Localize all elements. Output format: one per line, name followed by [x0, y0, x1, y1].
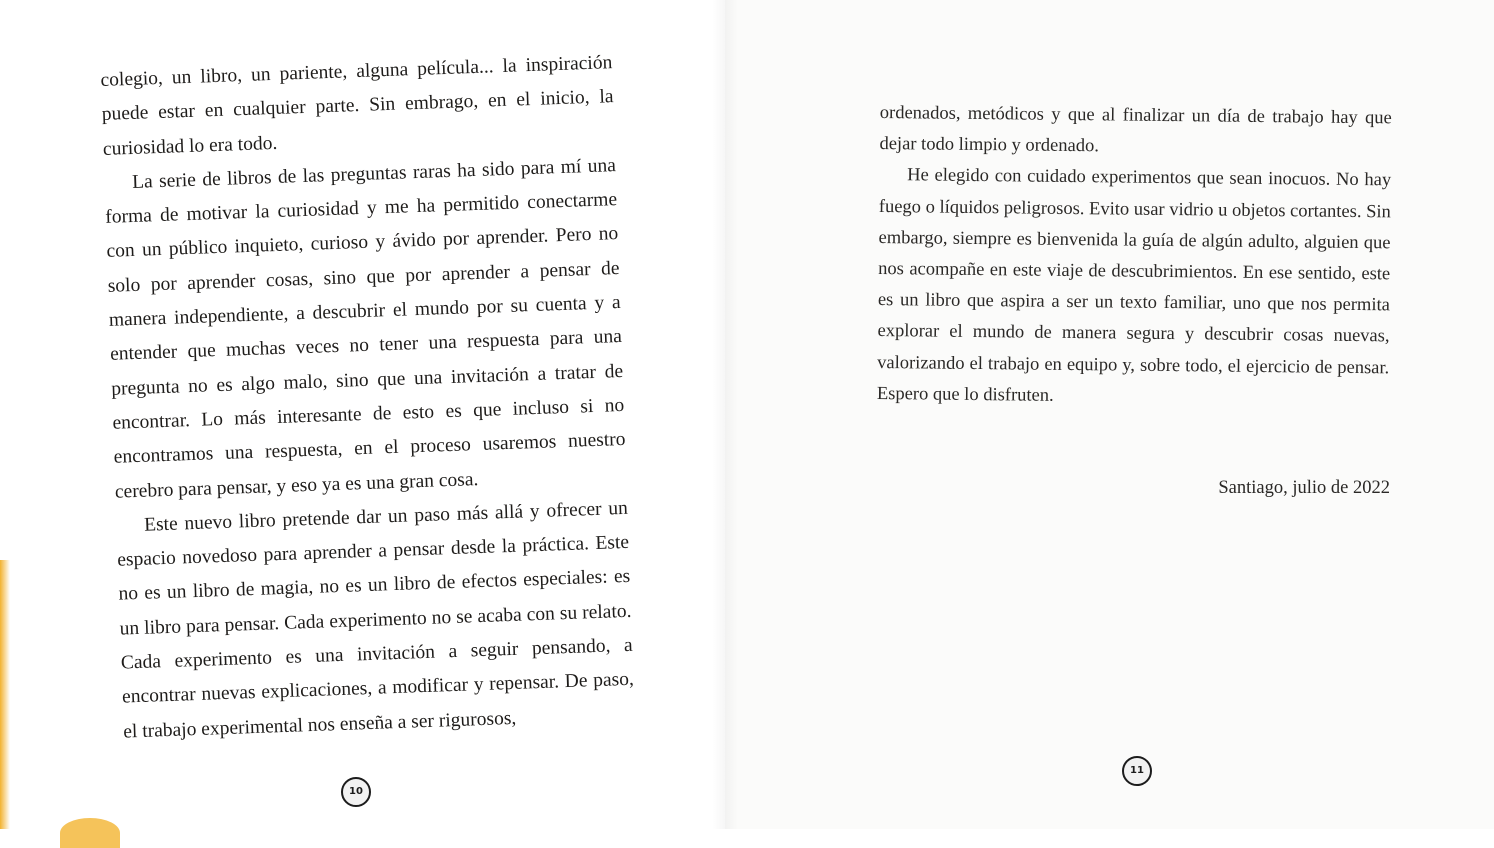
cover-corner-decoration — [60, 818, 120, 848]
left-paragraph-2: La serie de libros de las preguntas raras ha sido para mí una forma de motivar la curiosidad y me ha permitido conectarme con un público inquieto, curioso y ávido por aprender. Pero no solo por aprender cosas, sino que por aprender a pensar de manera independiente, a descubrir el mundo por su cuenta y a entender que muchas veces no tener una respuesta para una pregunta no es algo malo, sino que una invitación a tratar de encontrar. Lo más interesante de esto es que incluso si no encontramos una respuesta, en el proceso usaremos nuestro cerebro para pensar, y eso ya es una gran cosa. — [104, 154, 626, 503]
book-gutter — [712, 0, 738, 829]
left-paragraph-3: Este nuevo libro pretende dar un paso más allá y ofrecer un espacio novedoso para aprender a pensar desde la práctica. Este no es un libro de magia, no es un libro de efectos especiales: es un libro para pensar. Cada experimento no se acaba con su relato. Cada experimento es una invitación a seguir pensando, a encontrar nuevas explicaciones, a modificar y repensar. De paso, el trabajo experimental nos enseña a ser rigurosos, — [116, 497, 635, 743]
right-paragraph-2: He elegido con cuidado experimentos que sean inocuos. No hay fuego o líquidos peligrosos. Evito usar vidrio u objetos cortantes. Sin embargo, siempre es bienvenida la guía de algún adulto, alguien que nos acompañe en este viaje de descubrimientos. En ese sentido, este es un libro que aspira a ser un texto familiar, uno que nos permita explorar el mundo de manera segura y descubrir cosas nuevas, valorizando el trabajo en equipo y, sobre todo, el ejercicio de pensar. Espero que lo disfruten. — [876, 165, 1392, 406]
page-number-right: 11 — [1122, 756, 1152, 786]
right-paragraph-1: ordenados, metódicos y que al finalizar un día de trabajo hay que dejar todo limpio y ordenado. — [879, 102, 1392, 157]
signature-place-date: Santiago, julio de 2022 — [1218, 478, 1390, 498]
left-paragraph-1: colegio, un libro, un pariente, alguna película... la inspiración puede estar en cualquier parte. Sin embrago, en el inicio, la curiosidad lo era todo. — [100, 52, 614, 160]
page-number-left: 10 — [341, 777, 371, 807]
cover-edge-decoration — [0, 560, 10, 829]
left-page-text — [100, 46, 636, 749]
right-page-text — [877, 98, 1392, 415]
